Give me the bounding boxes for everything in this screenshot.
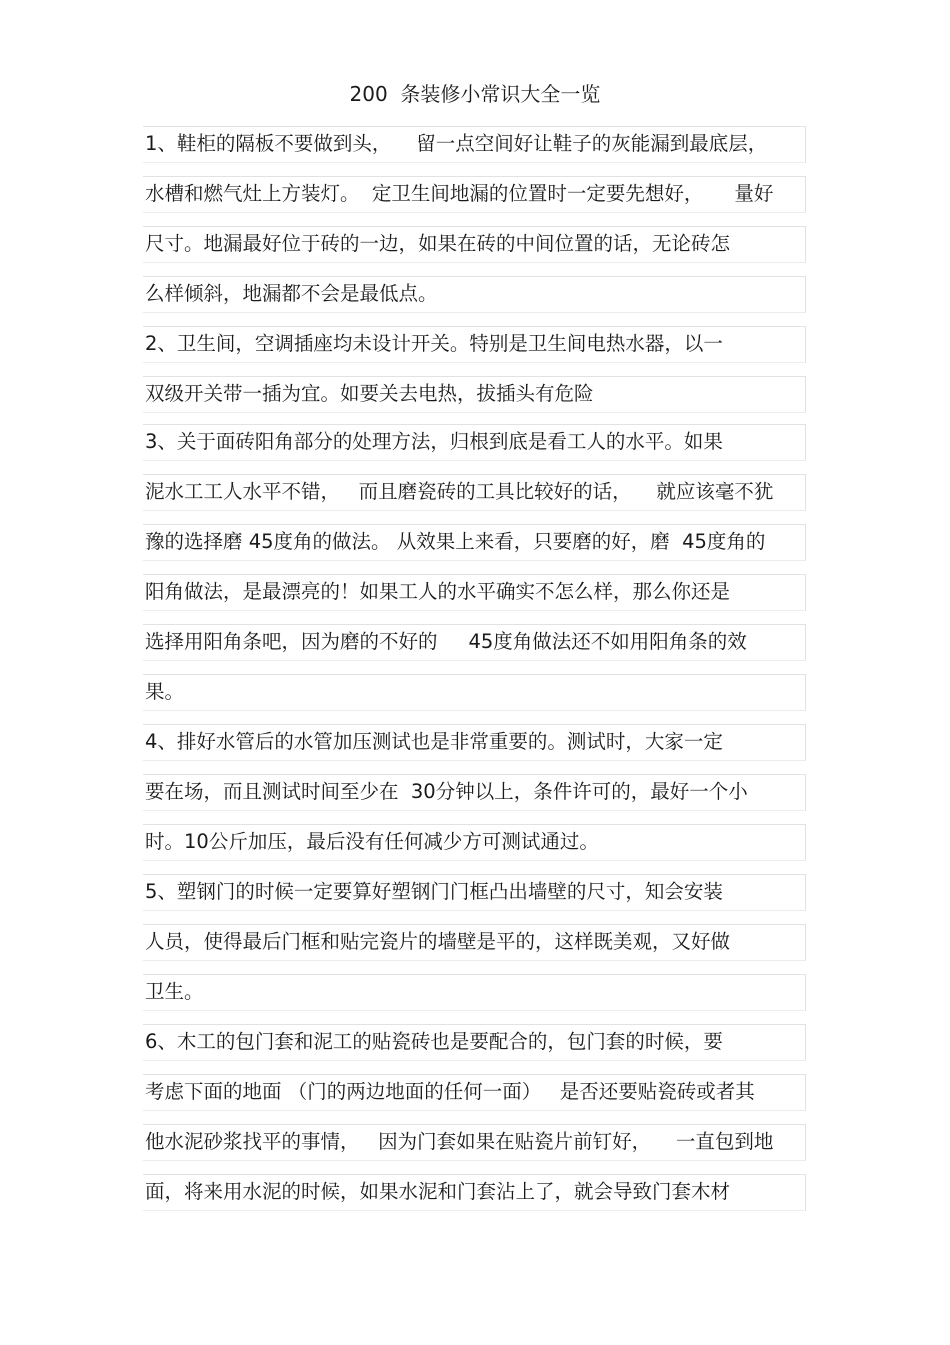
text-line: 水槽和燃气灶上方装灯。 定卫生间地漏的位置时一定要先想好， 量好 bbox=[143, 176, 806, 213]
text-line: 泥水工工人水平不错， 而且磨瓷砖的工具比较好的话， 就应该毫不犹 bbox=[143, 474, 806, 511]
text-line: 考虑下面的地面 （门的两边地面的任何一面） 是否还要贴瓷砖或者其 bbox=[143, 1074, 806, 1111]
text-line: 卫生。 bbox=[143, 974, 806, 1011]
text-line: 6、木工的包门套和泥工的贴瓷砖也是要配合的，包门套的时候，要 bbox=[143, 1024, 806, 1061]
text-line: 1、鞋柜的隔板不要做到头， 留一点空间好让鞋子的灰能漏到最底层， bbox=[143, 126, 806, 163]
text-line: 要在场，而且测试时间至少在 30分钟以上，条件许可的，最好一个小 bbox=[143, 774, 806, 811]
text-line: 阳角做法，是最漂亮的！如果工人的水平确实不怎么样，那么你还是 bbox=[143, 574, 806, 611]
text-line: 时。10公斤加压，最后没有任何减少方可测试通过。 bbox=[143, 824, 806, 861]
text-line: 么样倾斜，地漏都不会是最低点。 bbox=[143, 276, 806, 313]
text-line: 豫的选择磨 45度角的做法。 从效果上来看，只要磨的好，磨 45度角的 bbox=[143, 524, 806, 561]
text-line: 5、塑钢门的时候一定要算好塑钢门门框凸出墙壁的尺寸，知会安装 bbox=[143, 874, 806, 911]
text-line: 3、关于面砖阳角部分的处理方法，归根到底是看工人的水平。如果 bbox=[143, 424, 806, 461]
text-line: 人员，使得最后门框和贴完瓷片的墙壁是平的，这样既美观，又好做 bbox=[143, 924, 806, 961]
text-line: 他水泥砂浆找平的事情， 因为门套如果在贴瓷片前钉好， 一直包到地 bbox=[143, 1124, 806, 1161]
text-line: 果。 bbox=[143, 674, 806, 711]
text-line: 选择用阳角条吧，因为磨的不好的 45度角做法还不如用阳角条的效 bbox=[143, 624, 806, 661]
text-line: 尺寸。地漏最好位于砖的一边，如果在砖的中间位置的话，无论砖怎 bbox=[143, 226, 806, 263]
text-line: 面，将来用水泥的时候，如果水泥和门套沾上了，就会导致门套木材 bbox=[143, 1174, 806, 1211]
text-line: 双级开关带一插为宜。如要关去电热，拔插头有危险 bbox=[143, 376, 806, 413]
text-line: 4、排好水管后的水管加压测试也是非常重要的。测试时，大家一定 bbox=[143, 724, 806, 761]
page-title: 200 条装修小常识大全一览 bbox=[349, 82, 601, 106]
text-line: 2、卫生间，空调插座均未设计开关。特别是卫生间电热水器，以一 bbox=[143, 326, 806, 363]
